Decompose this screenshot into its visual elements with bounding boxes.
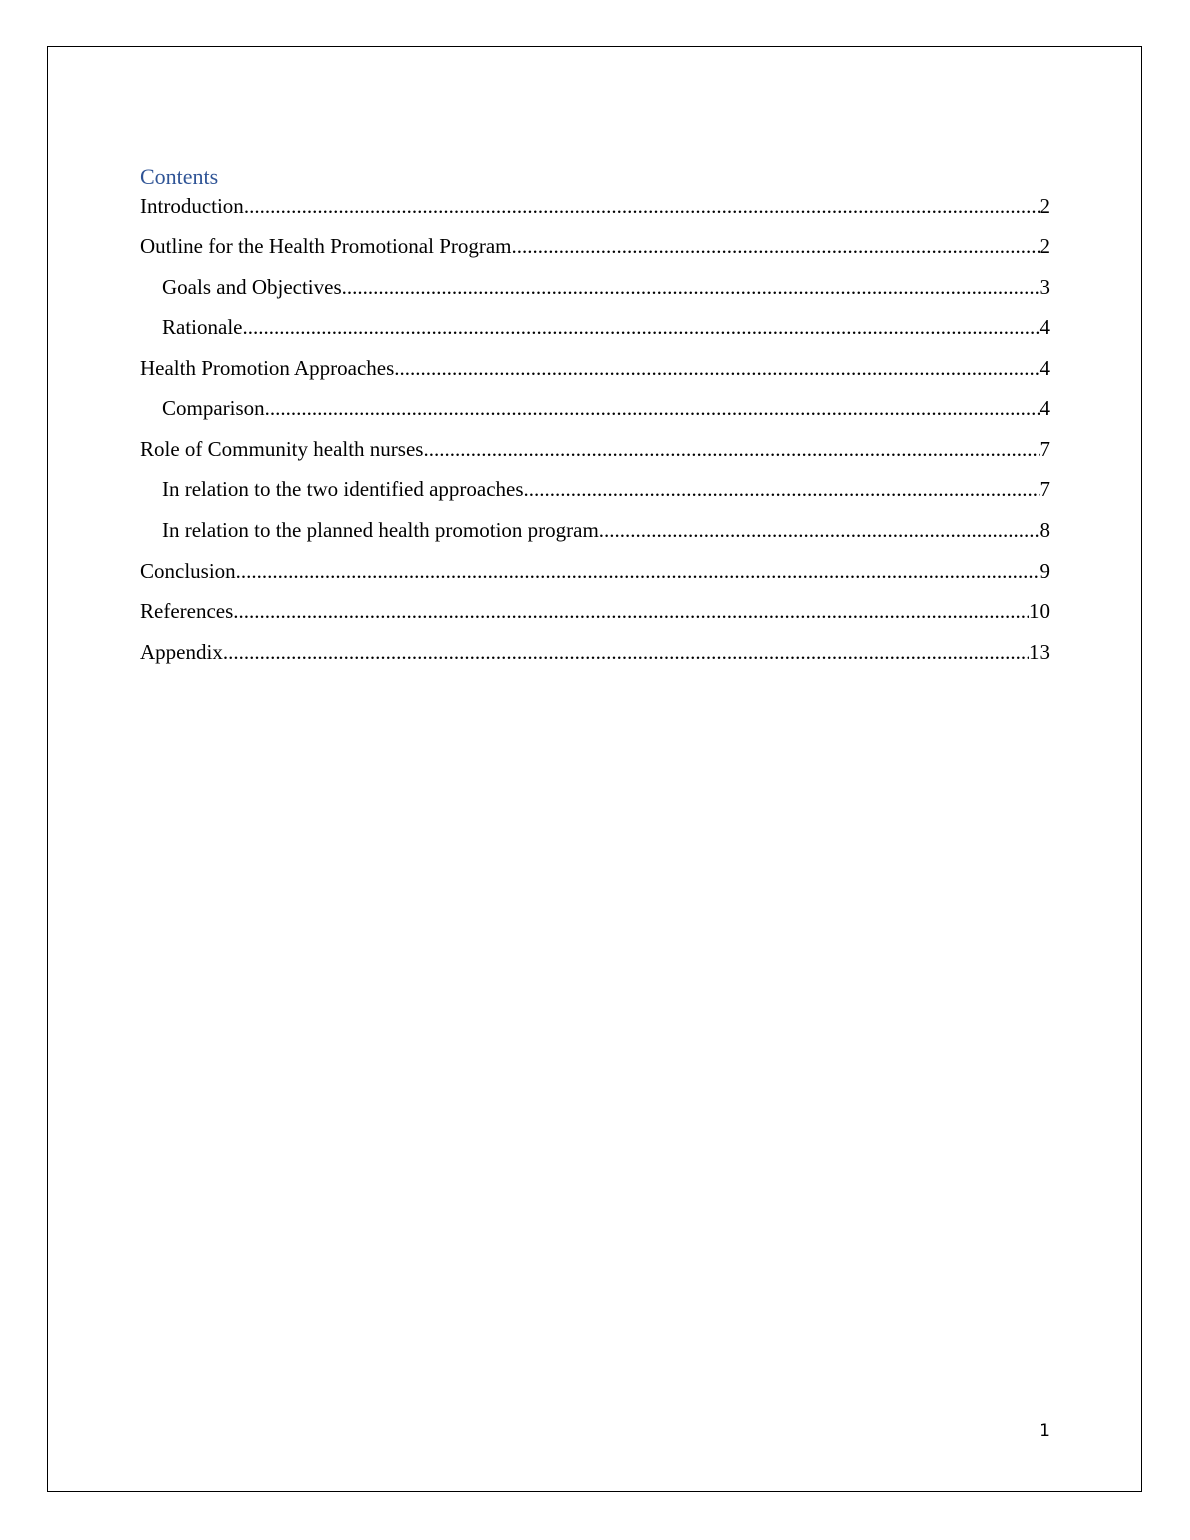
toc-dot-leader [512,232,1040,260]
toc-entry-page: 13 [1029,640,1050,664]
page-border [47,46,1142,1492]
toc-entry-role-community-nurses[interactable] [140,435,1050,463]
toc-entry-page: 7 [1039,437,1050,461]
toc-entry-title: Introduction [140,194,244,218]
toc-entry-page: 7 [1039,477,1050,501]
toc-entry-page: 2 [1039,194,1050,218]
toc-entry-title: In relation to the planned health promotion program [162,518,599,542]
toc-entry-rationale[interactable] [162,313,1050,341]
toc-entry-title: Comparison [162,396,265,420]
toc-dot-leader [265,394,1040,422]
toc-dot-leader [244,192,1040,220]
toc-entry-title: Outline for the Health Promotional Program [140,234,512,258]
toc-entry-title: Rationale [162,315,243,339]
toc-entry-health-promotion-approaches[interactable] [140,354,1050,382]
toc-entry-outline[interactable] [140,232,1050,260]
toc-entry-appendix[interactable] [140,638,1050,666]
toc-entry-conclusion[interactable] [140,557,1050,585]
toc-entry-title: Goals and Objectives [162,275,342,299]
toc-entry-page: 8 [1039,518,1050,542]
toc-entry-page: 9 [1039,559,1050,583]
toc-entry-title: Appendix [140,640,223,664]
toc-heading: Contents [140,164,219,189]
toc-dot-leader [342,273,1040,301]
toc-entry-page: 4 [1039,396,1050,420]
toc-entry-title: Role of Community health nurses [140,437,424,461]
toc-dot-leader [233,597,1029,625]
toc-dot-leader [423,435,1039,463]
toc-dot-leader [599,516,1040,544]
page-number: 1 [1039,1421,1050,1441]
toc-entry-page: 4 [1039,315,1050,339]
toc-entry-page: 3 [1039,275,1050,299]
toc-entry-references[interactable] [140,597,1050,625]
toc-entry-title: Health Promotion Approaches [140,356,395,380]
toc-dot-leader [242,313,1039,341]
toc-entry-comparison[interactable] [162,394,1050,422]
toc-entry-title: In relation to the two identified approaches [162,477,524,501]
toc-entry-title: Conclusion [140,559,236,583]
toc-entry-two-approaches[interactable] [162,475,1050,503]
toc-dot-leader [223,638,1029,666]
toc-entry-goals-objectives[interactable] [162,273,1050,301]
toc-dot-leader [236,557,1040,585]
toc-dot-leader [394,354,1039,382]
toc-entry-page: 2 [1039,234,1050,258]
toc-entry-introduction[interactable] [140,192,1050,220]
toc-entry-page: 4 [1039,356,1050,380]
toc-entry-title: References [140,599,234,623]
toc-entry-page: 10 [1029,599,1050,623]
toc-entry-planned-program[interactable] [162,516,1050,544]
toc-dot-leader [524,475,1040,503]
